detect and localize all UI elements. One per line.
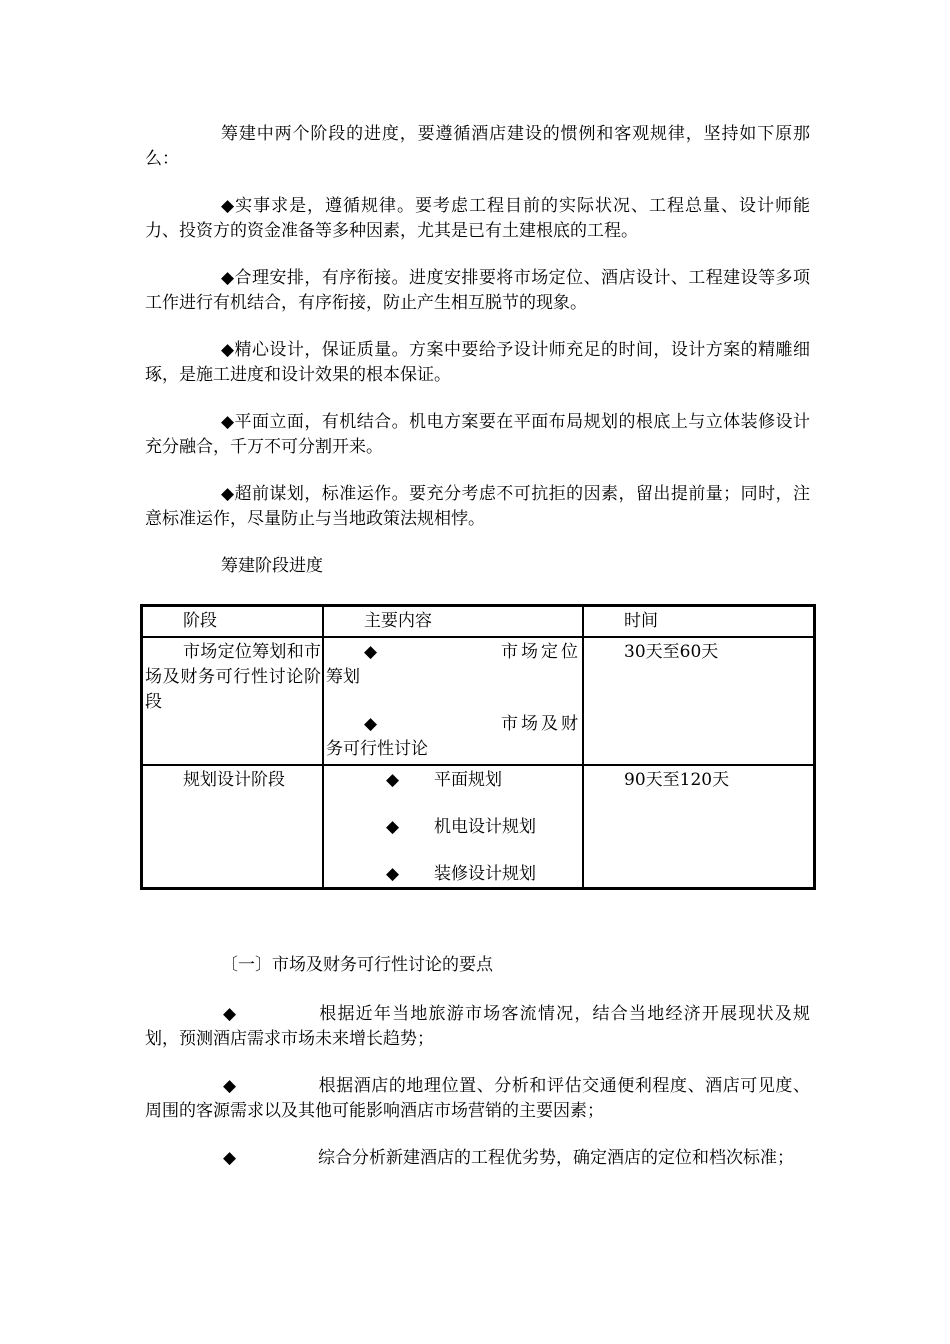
content-item: ◆ 市场定位 xyxy=(326,640,581,665)
diamond-bullet: ◆ xyxy=(223,1004,237,1024)
list-item: ◆ 根据酒店的地理位置、分析和评估交通便利程度、酒店可见度、周围的客源需求以及其他可能影响酒店市场营销的主要因素； xyxy=(145,1076,810,1121)
table-row xyxy=(142,637,814,765)
table-header-row xyxy=(142,606,814,637)
header-time: 时间 xyxy=(583,606,814,637)
content-item: ◆ 装修设计规划 xyxy=(326,862,581,887)
list-item: ◆ 综合分析新建酒店的工程优劣势，确定酒店的定位和档次标准； xyxy=(145,1146,810,1171)
diamond-bullet: ◆ xyxy=(364,714,378,734)
diamond-bullet: ◆ xyxy=(364,642,378,662)
diamond-bullet: ◆ xyxy=(386,770,400,790)
content-cell xyxy=(323,765,583,888)
content-cell: ◆ 市场定位 筹划 ◆ 市场及财 务可行性讨论 xyxy=(323,637,583,765)
principle-5: ◆超前谋划，标准运作。要充分考虑不可抗拒的因素，留出提前量；同时，注意标准运作，尽量防止与当地政策法规相悖。 xyxy=(145,484,810,529)
table-row xyxy=(142,765,814,888)
schedule-table xyxy=(140,604,816,890)
section-points xyxy=(145,1002,810,1171)
header-content: 主要内容 xyxy=(323,606,583,637)
principle-4: ◆平面立面，有机结合。机电方案要在平面布局规划的根底上与立体装修设计充分融合，千万不可分割开来。 xyxy=(145,412,810,457)
header-stage: 阶段 xyxy=(142,606,323,637)
stage-cell: 市场定位筹划和市场及财务可行性讨论阶段 xyxy=(142,637,323,765)
stage-cell: 规划设计阶段 xyxy=(142,765,323,888)
section-feasibility xyxy=(145,953,810,1171)
content-item: ◆ 机电设计规划 xyxy=(326,815,581,840)
content-item: ◆ 市场及财 xyxy=(326,712,581,737)
principle-1: ◆实事求是，遵循规律。要考虑工程目前的实际状况、工程总量、设计师能力、投资方的资金准备等多种因素，尤其是已有土建根底的工程。 xyxy=(145,196,810,241)
table-title: 筹建阶段进度 xyxy=(221,556,323,576)
diamond-bullet: ◆ xyxy=(386,817,400,837)
time-cell: 90天至120天 xyxy=(583,765,814,888)
intro-paragraph: 筹建中两个阶段的进度，要遵循酒店建设的惯例和客观规律，坚持如下原那么： xyxy=(145,124,810,169)
principle-2: ◆合理安排，有序衔接。进度安排要将市场定位、酒店设计、工程建设等多项工作进行有机结合，有序衔接，防止产生相互脱节的现象。 xyxy=(145,268,810,313)
diamond-bullet: ◆ xyxy=(386,864,400,884)
document-body xyxy=(145,122,810,579)
list-item: ◆ 根据近年当地旅游市场客流情况，结合当地经济开展现状及规划，预测酒店需求市场未来增长趋势； xyxy=(145,1004,810,1049)
diamond-bullet: ◆ xyxy=(223,1148,237,1168)
principle-3: ◆精心设计，保证质量。方案中要给予设计师充足的时间，设计方案的精雕细琢，是施工进度和设计效果的根本保证。 xyxy=(145,340,810,385)
section-title: 〔一〕市场及财务可行性讨论的要点 xyxy=(221,955,493,975)
content-item: ◆ 平面规划 xyxy=(326,768,581,793)
time-cell: 30天至60天 xyxy=(583,637,814,765)
diamond-bullet: ◆ xyxy=(223,1076,237,1096)
